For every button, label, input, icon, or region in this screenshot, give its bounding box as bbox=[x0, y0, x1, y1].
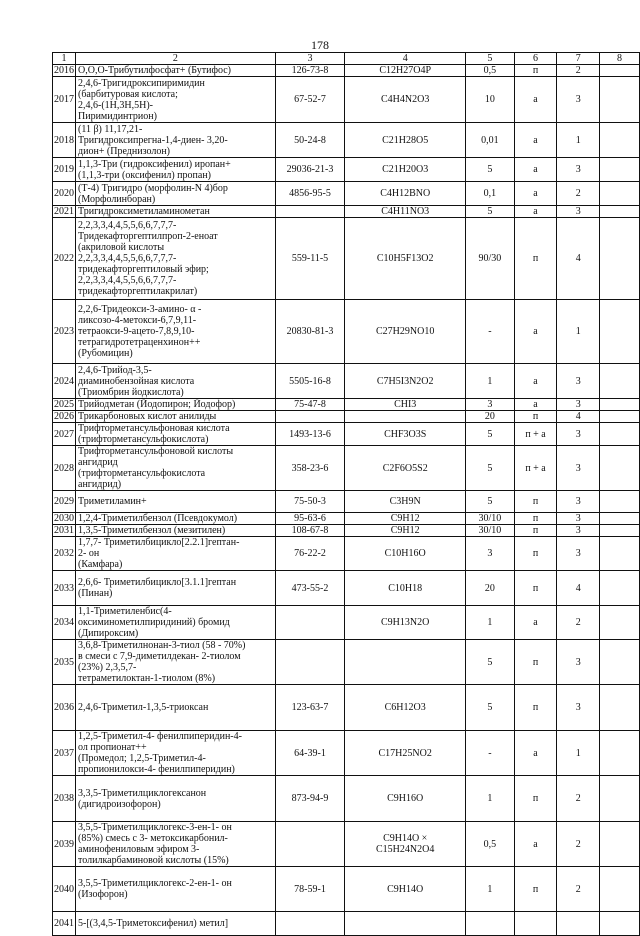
cell-hazard: 2 bbox=[557, 867, 600, 912]
table-row bbox=[53, 364, 640, 399]
cell-pdk bbox=[466, 912, 515, 936]
cell-note bbox=[600, 65, 640, 77]
cell-number: 2036 bbox=[53, 685, 76, 731]
cell-pdk: - bbox=[466, 300, 515, 364]
cell-number: 2019 bbox=[53, 158, 76, 182]
table-row bbox=[53, 571, 640, 606]
cell-number: 2027 bbox=[53, 423, 76, 446]
cell-name: (Т-4) Тригидро (морфолин-N 4)бор (Морфолинборан) bbox=[76, 182, 276, 206]
cell-hazard: 1 bbox=[557, 300, 600, 364]
table-row bbox=[53, 685, 640, 731]
cell-state: п + а bbox=[514, 446, 557, 491]
cell-formula: C4H4N2O3 bbox=[345, 77, 466, 123]
cell-state: а bbox=[514, 606, 557, 640]
table-row bbox=[53, 776, 640, 822]
cell-hazard: 2 bbox=[557, 182, 600, 206]
cell-number: 2017 bbox=[53, 77, 76, 123]
cell-state: п bbox=[514, 218, 557, 300]
cell-note bbox=[600, 364, 640, 399]
cell-name: 3,5,5-Триметилциклогекс-2-ен-1- он (Изофорон) bbox=[76, 867, 276, 912]
table-row bbox=[53, 158, 640, 182]
cell-number: 2032 bbox=[53, 537, 76, 571]
cell-name: 1,2,4-Триметилбензол (Псевдокумол) bbox=[76, 513, 276, 525]
table-row bbox=[53, 123, 640, 158]
cell-formula: C9H13N2O bbox=[345, 606, 466, 640]
cell-hazard: 3 bbox=[557, 77, 600, 123]
cell-note bbox=[600, 123, 640, 158]
cell-number: 2039 bbox=[53, 822, 76, 867]
cell-formula: C27H29NO10 bbox=[345, 300, 466, 364]
cell-name: 2,2,6-Тридеокси-3-амино- α - ликсозо-4-метокси-6,7,9,11- тетраокси-9-ацето-7,8,9,10- тетрагидротетраценхинон++ (Рубомицин) bbox=[76, 300, 276, 364]
cell-number: 2038 bbox=[53, 776, 76, 822]
cell-note bbox=[600, 491, 640, 513]
cell-hazard: 3 bbox=[557, 513, 600, 525]
cell-name: 1,1,3-Три (гидроксифенил) иропан+ (1,1,3-три (оксифенил) пропан) bbox=[76, 158, 276, 182]
cell-note bbox=[600, 446, 640, 491]
cell-hazard: 3 bbox=[557, 399, 600, 411]
cell-note bbox=[600, 606, 640, 640]
cell-cas: 75-47-8 bbox=[275, 399, 344, 411]
cell-cas: 123-63-7 bbox=[275, 685, 344, 731]
cell-pdk: 20 bbox=[466, 411, 515, 423]
cell-formula: C9H12 bbox=[345, 525, 466, 537]
header-col-1: 1 bbox=[53, 53, 76, 65]
header-col-6: 6 bbox=[514, 53, 557, 65]
cell-formula: C10H16O bbox=[345, 537, 466, 571]
cell-formula: C10H5F13O2 bbox=[345, 218, 466, 300]
cell-pdk: 1 bbox=[466, 867, 515, 912]
cell-formula: C9H14O bbox=[345, 867, 466, 912]
cell-formula: C9H12 bbox=[345, 513, 466, 525]
cell-cas: 473-55-2 bbox=[275, 571, 344, 606]
cell-cas bbox=[275, 912, 344, 936]
table-row bbox=[53, 182, 640, 206]
cell-hazard: 3 bbox=[557, 446, 600, 491]
cell-note bbox=[600, 158, 640, 182]
cell-cas: 358-23-6 bbox=[275, 446, 344, 491]
cell-state: а bbox=[514, 731, 557, 776]
cell-state: а bbox=[514, 182, 557, 206]
cell-formula: C10H18 bbox=[345, 571, 466, 606]
cell-cas: 5505-16-8 bbox=[275, 364, 344, 399]
cell-hazard: 2 bbox=[557, 65, 600, 77]
cell-name: 1,1-Триметиленбис(4- оксиминометилпиридиний) бромид (Дипироксим) bbox=[76, 606, 276, 640]
cell-number: 2033 bbox=[53, 571, 76, 606]
cell-cas: 108-67-8 bbox=[275, 525, 344, 537]
cell-pdk: 3 bbox=[466, 399, 515, 411]
cell-pdk: - bbox=[466, 731, 515, 776]
cell-cas bbox=[275, 411, 344, 423]
cell-number: 2023 bbox=[53, 300, 76, 364]
cell-note bbox=[600, 423, 640, 446]
cell-pdk: 0,5 bbox=[466, 822, 515, 867]
cell-number: 2035 bbox=[53, 640, 76, 685]
cell-note bbox=[600, 206, 640, 218]
cell-state: п + а bbox=[514, 423, 557, 446]
cell-note bbox=[600, 218, 640, 300]
cell-hazard: 4 bbox=[557, 411, 600, 423]
cell-formula: C12H27O4P bbox=[345, 65, 466, 77]
cell-hazard: 1 bbox=[557, 123, 600, 158]
cell-note bbox=[600, 640, 640, 685]
cell-number: 2021 bbox=[54, 206, 74, 217]
cell-state: п bbox=[514, 867, 557, 912]
cell-pdk: 5 bbox=[466, 158, 515, 182]
cell-hazard: 3 bbox=[557, 491, 600, 513]
cell-state: п bbox=[514, 537, 557, 571]
cell-cas: 78-59-1 bbox=[275, 867, 344, 912]
cell-pdk: 0,5 bbox=[466, 65, 515, 77]
cell-note bbox=[600, 912, 640, 936]
cell-note bbox=[600, 822, 640, 867]
cell-formula: C6H12O3 bbox=[345, 685, 466, 731]
cell-state: п bbox=[514, 525, 557, 537]
cell-state: п bbox=[514, 640, 557, 685]
cell-cas: 873-94-9 bbox=[275, 776, 344, 822]
cell-state: а bbox=[514, 206, 557, 218]
cell-state: п bbox=[514, 513, 557, 525]
cell-cas bbox=[275, 640, 344, 685]
cell-pdk: 5 bbox=[466, 446, 515, 491]
cell-name: Трифторметансульфоновой кислоты ангидрид (трифторметансульфокислота ангидрид) bbox=[76, 446, 276, 491]
cell-note bbox=[600, 537, 640, 571]
cell-name: 1,7,7- Триметилбицикло[2.2.1]гептан- 2- он (Камфара) bbox=[76, 537, 276, 571]
cell-hazard: 3 bbox=[557, 537, 600, 571]
cell-number: 2022 bbox=[53, 218, 76, 300]
cell-name: О,О,О-Трибутилфосфат+ (Бутифос) bbox=[76, 65, 276, 77]
header-col-5: 5 bbox=[466, 53, 515, 65]
cell-hazard: 4 bbox=[557, 571, 600, 606]
table-row bbox=[53, 513, 640, 525]
cell-name: 3,6,8-Триметилнонан-3-тиол (58 - 70%) в смеси с 7,9-диметилдекан- 2-тиолом (23%) 2,3,5,7- тетраметилоктан-1-тиолом (8%) bbox=[76, 640, 276, 685]
cell-number: 2030 bbox=[54, 513, 74, 524]
cell-cas bbox=[275, 206, 344, 218]
cell-cas: 75-50-3 bbox=[275, 491, 344, 513]
cell-hazard: 3 bbox=[557, 525, 600, 537]
cell-name: 5-[(3,4,5-Триметоксифенил) метил] bbox=[76, 912, 276, 936]
cell-state: а bbox=[514, 822, 557, 867]
cell-pdk: 30/10 bbox=[466, 525, 515, 537]
header-col-2: 2 bbox=[76, 53, 276, 65]
cell-pdk: 3 bbox=[466, 537, 515, 571]
cell-state: а bbox=[514, 364, 557, 399]
cell-hazard bbox=[557, 912, 600, 936]
cell-formula: CHI3 bbox=[345, 399, 466, 411]
cell-note bbox=[600, 411, 640, 423]
cell-cas: 29036-21-3 bbox=[275, 158, 344, 182]
cell-cas: 559-11-5 bbox=[275, 218, 344, 300]
cell-pdk: 1 bbox=[466, 776, 515, 822]
cell-number: 2034 bbox=[53, 606, 76, 640]
cell-name: 2,4,6-Триметил-1,3,5-триоксан bbox=[76, 685, 276, 731]
cell-formula bbox=[345, 411, 466, 423]
header-row bbox=[53, 53, 640, 65]
cell-hazard: 2 bbox=[557, 606, 600, 640]
cell-name: 3,3,5-Триметилциклогексанон (дигидроизофорон) bbox=[76, 776, 276, 822]
header-col-7: 7 bbox=[557, 53, 600, 65]
cell-hazard: 2 bbox=[557, 822, 600, 867]
table-row bbox=[53, 206, 640, 218]
cell-formula: C9H16O bbox=[345, 776, 466, 822]
cell-note bbox=[600, 685, 640, 731]
cell-state: а bbox=[514, 123, 557, 158]
table-row bbox=[53, 77, 640, 123]
cell-name: 1,3,5-Триметилбензол (мезитилен) bbox=[76, 525, 276, 537]
header-col-4: 4 bbox=[345, 53, 466, 65]
cell-formula: C4H11NO3 bbox=[345, 206, 466, 218]
cell-name: 2,4,6-Трийод-3,5- диаминобензойная кислота (Триомбрин йодкислота) bbox=[76, 364, 276, 399]
cell-formula: C7H5I3N2O2 bbox=[345, 364, 466, 399]
cell-state bbox=[514, 912, 557, 936]
cell-formula: C3H9N bbox=[345, 491, 466, 513]
cell-hazard: 3 bbox=[557, 685, 600, 731]
cell-formula: C2F6O5S2 bbox=[345, 446, 466, 491]
cell-name: 2,4,6-Тригидроксипиримидин (барбитуровая кислота; 2,4,6-(1Н,3Н,5Н)- Пиримидинтрион) bbox=[76, 77, 276, 123]
cell-name: 3,5,5-Триметилциклогекс-3-ен-1- он (85%) смесь с 3- метоксикарбонил- аминофениловым эфиром 3- толилкарбаминовой кислоты (15%) bbox=[76, 822, 276, 867]
page-number: 178 bbox=[311, 38, 329, 52]
cell-formula: C21H28O5 bbox=[345, 123, 466, 158]
cell-number: 2041 bbox=[53, 912, 76, 936]
cell-note bbox=[600, 731, 640, 776]
cell-formula: CHF3O3S bbox=[345, 423, 466, 446]
cell-state: а bbox=[514, 77, 557, 123]
header-col-3: 3 bbox=[275, 53, 344, 65]
cell-pdk: 5 bbox=[466, 206, 515, 218]
cell-hazard: 4 bbox=[557, 218, 600, 300]
cell-pdk: 0,1 bbox=[466, 182, 515, 206]
cell-number: 2024 bbox=[53, 364, 76, 399]
cell-formula: C17H25NO2 bbox=[345, 731, 466, 776]
cell-pdk: 0,01 bbox=[466, 123, 515, 158]
cell-state: п bbox=[514, 491, 557, 513]
cell-cas bbox=[275, 606, 344, 640]
cell-number: 2037 bbox=[53, 731, 76, 776]
cell-cas: 4856-95-5 bbox=[275, 182, 344, 206]
cell-state: п bbox=[514, 65, 557, 77]
cell-number: 2025 bbox=[54, 399, 74, 410]
table-row bbox=[53, 640, 640, 685]
cell-state: п bbox=[514, 776, 557, 822]
table-row bbox=[53, 446, 640, 491]
cell-note bbox=[600, 513, 640, 525]
cell-number: 2016 bbox=[54, 65, 74, 76]
cell-number: 2018 bbox=[53, 123, 76, 158]
cell-pdk: 1 bbox=[466, 606, 515, 640]
cell-name: Трийодметан (Йодопирон; Йодофор) bbox=[76, 399, 276, 411]
cell-name: Триметиламин+ bbox=[76, 491, 276, 513]
cell-formula: C21H20O3 bbox=[345, 158, 466, 182]
table-row bbox=[53, 65, 640, 77]
table-row bbox=[53, 822, 640, 867]
cell-cas: 95-63-6 bbox=[275, 513, 344, 525]
cell-pdk: 5 bbox=[466, 423, 515, 446]
cell-cas: 50-24-8 bbox=[275, 123, 344, 158]
cell-number: 2040 bbox=[53, 867, 76, 912]
cell-cas: 64-39-1 bbox=[275, 731, 344, 776]
cell-pdk: 30/10 bbox=[466, 513, 515, 525]
cell-pdk: 10 bbox=[466, 77, 515, 123]
table-row bbox=[53, 731, 640, 776]
cell-hazard: 3 bbox=[557, 364, 600, 399]
cell-pdk: 1 bbox=[466, 364, 515, 399]
cell-state: п bbox=[514, 411, 557, 423]
table-row bbox=[53, 300, 640, 364]
cell-state: а bbox=[514, 158, 557, 182]
cell-hazard: 3 bbox=[557, 158, 600, 182]
table-row bbox=[53, 399, 640, 411]
header-col-8: 8 bbox=[600, 53, 640, 65]
cell-cas: 67-52-7 bbox=[275, 77, 344, 123]
substances-table bbox=[52, 52, 640, 936]
cell-name: Трифторметансульфоновая кислота (трифторметансульфокислота) bbox=[76, 423, 276, 446]
table-row bbox=[53, 411, 640, 423]
cell-name: 2,6,6- Триметилбицикло[3.1.1]гептан (Пинан) bbox=[76, 571, 276, 606]
cell-hazard: 3 bbox=[557, 640, 600, 685]
table-row bbox=[53, 537, 640, 571]
cell-pdk: 5 bbox=[466, 685, 515, 731]
table-row bbox=[53, 218, 640, 300]
cell-note bbox=[600, 77, 640, 123]
cell-state: п bbox=[514, 685, 557, 731]
cell-hazard: 1 bbox=[557, 731, 600, 776]
cell-formula: C9H14O × C15H24N2O4 bbox=[345, 822, 466, 867]
cell-cas: 1493-13-6 bbox=[275, 423, 344, 446]
cell-number: 2031 bbox=[54, 525, 74, 536]
cell-cas bbox=[275, 822, 344, 867]
table-row bbox=[53, 525, 640, 537]
cell-state: а bbox=[514, 300, 557, 364]
cell-note bbox=[600, 182, 640, 206]
cell-state: п bbox=[514, 571, 557, 606]
cell-hazard: 2 bbox=[557, 776, 600, 822]
cell-formula bbox=[345, 640, 466, 685]
cell-note bbox=[600, 399, 640, 411]
cell-number: 2026 bbox=[54, 411, 74, 422]
cell-note bbox=[600, 571, 640, 606]
cell-number: 2020 bbox=[53, 182, 76, 206]
cell-hazard: 3 bbox=[557, 423, 600, 446]
cell-cas: 20830-81-3 bbox=[275, 300, 344, 364]
cell-note bbox=[600, 776, 640, 822]
table-body bbox=[53, 65, 640, 936]
cell-formula bbox=[345, 912, 466, 936]
table-row bbox=[53, 423, 640, 446]
cell-pdk: 90/30 bbox=[466, 218, 515, 300]
cell-name: 1,2,5-Триметил-4- фенилпиперидин-4- ол пропионат++ (Промедол; 1,2,5-Триметил-4- пропионилокси-4- фенилпиперидин) bbox=[76, 731, 276, 776]
cell-note bbox=[600, 525, 640, 537]
cell-pdk: 20 bbox=[466, 571, 515, 606]
cell-cas: 126-73-8 bbox=[275, 65, 344, 77]
table-row bbox=[53, 912, 640, 936]
cell-number: 2028 bbox=[53, 446, 76, 491]
cell-hazard: 3 bbox=[557, 206, 600, 218]
cell-name: Тригидроксиметиламинометан bbox=[76, 206, 276, 218]
cell-name: (11 β) 11,17,21- Тригидроксипрегна-1,4-диен- 3,20- дион+ (Преднизолон) bbox=[76, 123, 276, 158]
table-row bbox=[53, 491, 640, 513]
cell-cas: 76-22-2 bbox=[275, 537, 344, 571]
table-row bbox=[53, 606, 640, 640]
cell-name: 2,2,3,3,4,4,5,5,6,6,7,7,7- Тридекафторгептилпроп-2-еноат (акриловой кислоты 2,2,3,3,4,4,5,5,6,6,7,7,7- тридекафторгептиловый эфир; 2,2,3,3,4,4,5,5,6,6,7,7,7- тридекафторгептилакрилат) bbox=[76, 218, 276, 300]
cell-pdk: 5 bbox=[466, 640, 515, 685]
cell-number: 2029 bbox=[53, 491, 76, 513]
cell-name: Трикарбоновых кислот анилиды bbox=[76, 411, 276, 423]
cell-note bbox=[600, 300, 640, 364]
cell-formula: C4H12BNO bbox=[345, 182, 466, 206]
cell-state: а bbox=[514, 399, 557, 411]
cell-pdk: 5 bbox=[466, 491, 515, 513]
